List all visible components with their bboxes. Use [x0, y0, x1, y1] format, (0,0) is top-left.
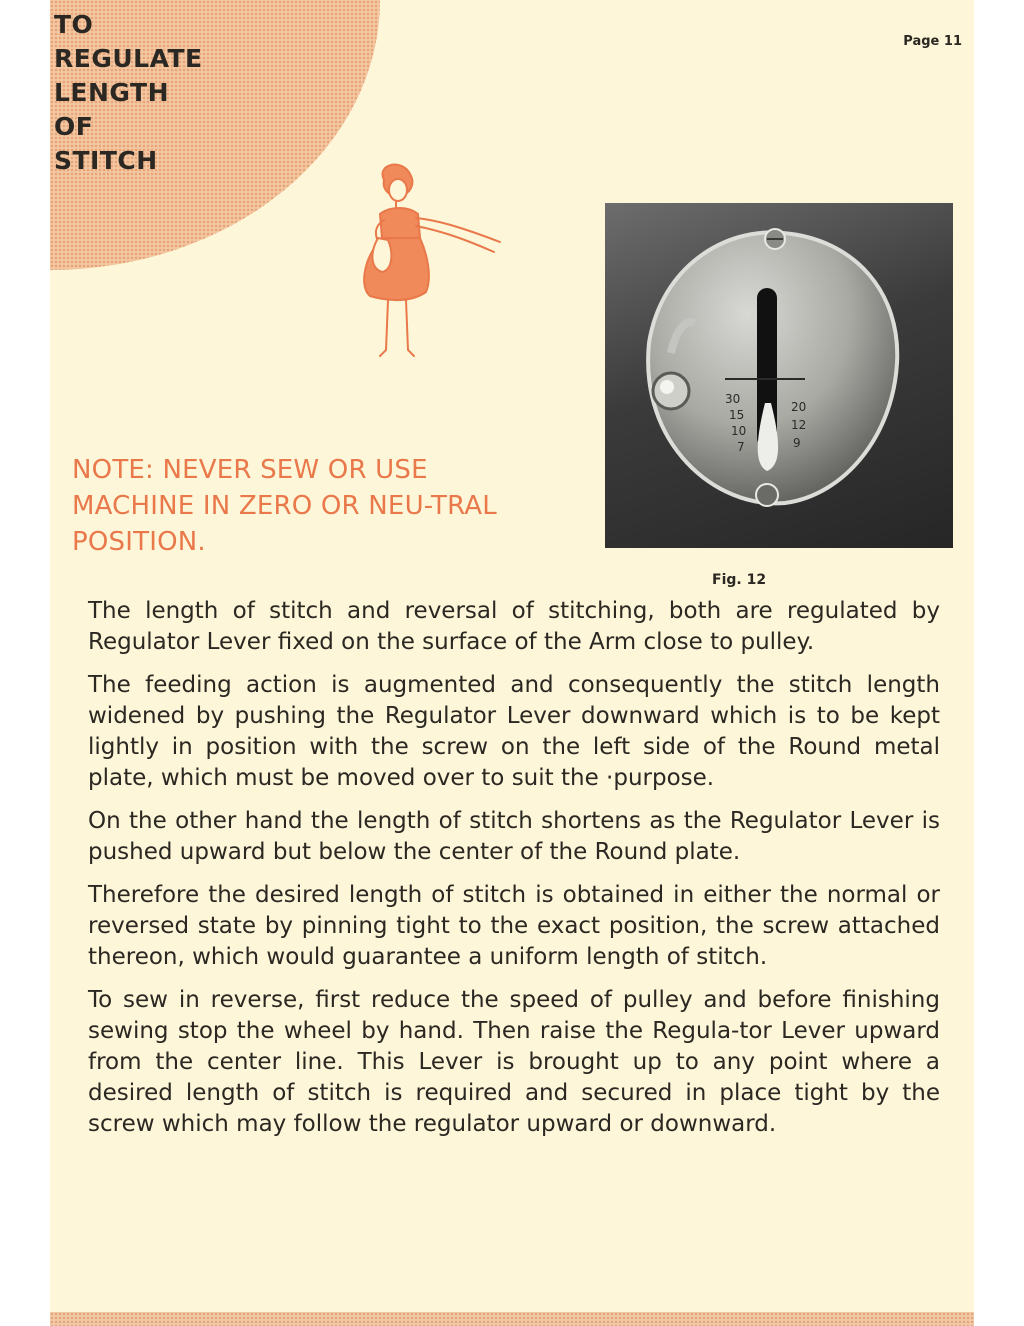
note-warning: NOTE: NEVER SEW OR USE MACHINE IN ZERO OR NEU-TRAL POSITION.: [72, 455, 497, 557]
body-text: [88, 596, 940, 1152]
paragraph: The length of stitch and reversal of stitching, both are regulated by Regulator Lever fixed on the surface of the Arm close to pulley.: [88, 598, 940, 655]
dial-number: 30: [725, 392, 741, 406]
section-heading: [54, 8, 203, 178]
heading-line: STITCH: [54, 146, 158, 175]
woman-pointing-illustration: [340, 160, 510, 370]
manual-page: [50, 0, 974, 1326]
paragraph: Therefore the desired length of stitch is obtained in either the normal or reversed state by pinning tight to the exact position, the screw attached thereon, which would guarantee a uniform length of stitch.: [88, 882, 940, 970]
figure-caption: Fig. 12: [712, 572, 767, 588]
dial-number: 9: [793, 436, 801, 450]
heading-line: REGULATE: [54, 44, 203, 73]
dotted-bottom-border: [50, 1312, 974, 1326]
dial-number: 20: [791, 400, 807, 414]
dial-number: 12: [791, 418, 807, 432]
paragraph: To sew in reverse, first reduce the speed of pulley and before finishing sewing stop the wheel by hand. Then raise the Regula-tor Lever upward from the center line. This Lever is brought up to any point where a desired length of stitch is required and secured in place tight by the screw which may follow the regulator upward or downward.: [88, 987, 940, 1137]
paragraph: The feeding action is augmented and consequently the stitch length widened by pushing the Regulator Lever downward which is to be kept lightly in position with the screw on the left side of the Round metal plate, which must be moved over to suit the ·purpose.: [88, 672, 940, 791]
dial-number: 7: [737, 440, 745, 454]
heading-line: OF: [54, 112, 94, 141]
paragraph: On the other hand the length of stitch shortens as the Regulator Lever is pushed upward but below the center of the Round plate.: [88, 808, 940, 865]
dial-number: 10: [731, 424, 747, 438]
regulator-dial-photo: [605, 203, 953, 548]
heading-line: LENGTH: [54, 78, 169, 107]
dial-number: 15: [729, 408, 745, 422]
page-number: Page 11: [903, 34, 962, 49]
heading-line: TO: [54, 10, 94, 39]
